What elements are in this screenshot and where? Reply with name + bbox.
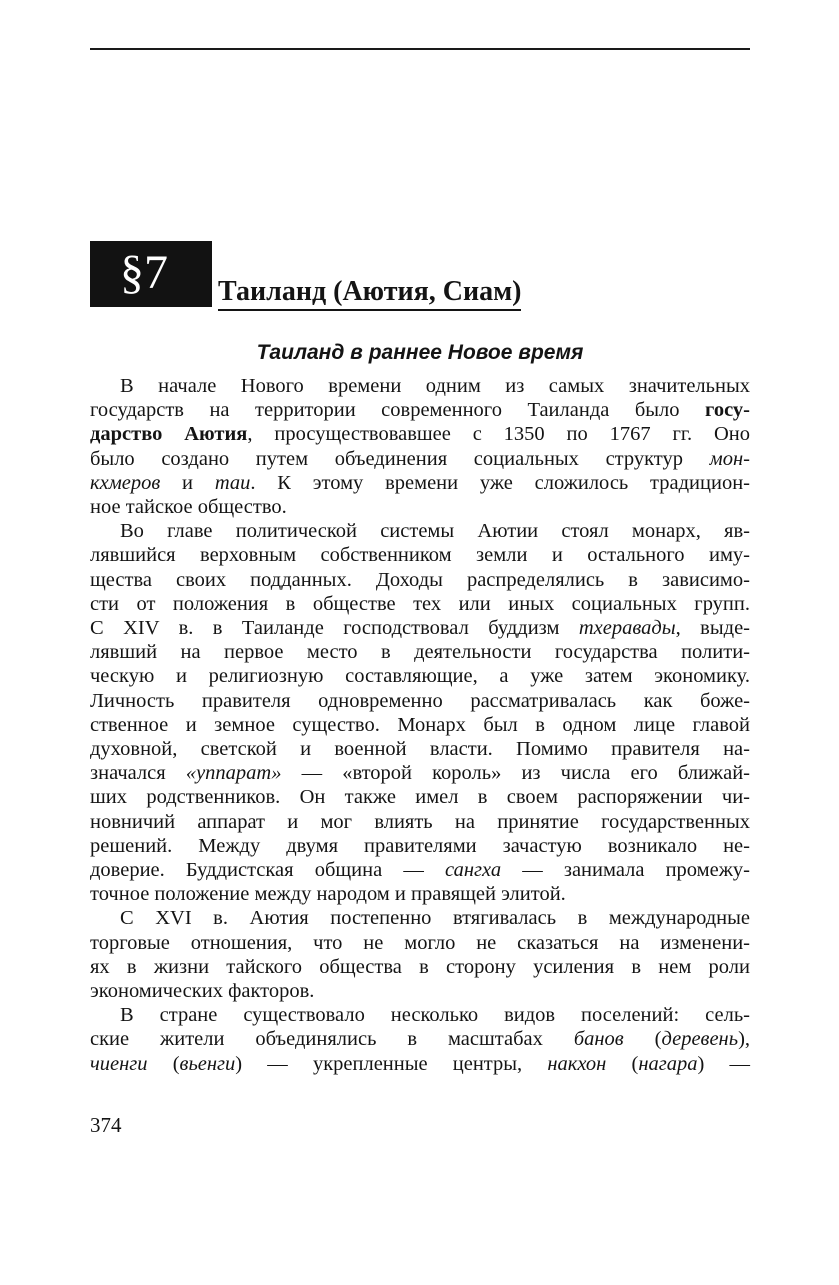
text-line: дарство Аютия, просуществовавшее с 1350 по 1767 гг. Оно: [90, 423, 750, 446]
text-line: В стране существовало несколько видов поселений: сель-: [120, 1004, 750, 1027]
text-line: кхмеров и таи. К этому времени уже сложилось традицион-: [90, 471, 750, 494]
text-line: С XVI в. Аютия постепенно втягивалась в международные: [120, 907, 750, 930]
text-line: сти от положения в обществе тех или иных социальных групп.: [90, 592, 750, 615]
section-number: §7: [120, 246, 168, 299]
text-line: решений. Между двумя правителями зачастую возникало не-: [90, 834, 750, 857]
text-line: духовной, светской и военной власти. Помимо правителя на-: [90, 738, 750, 761]
text-line: ях в жизни тайского общества в сторону усиления в нем роли: [90, 955, 750, 978]
chapter-title: Таиланд (Аютия, Сиам): [218, 276, 521, 311]
text-line: новничий аппарат и мог влиять на принятие государственных: [90, 810, 750, 833]
text-line: Личность правителя одновременно рассматривалась как боже-: [90, 689, 750, 712]
header-rule: [90, 48, 750, 50]
text-line: ное тайское общество.: [90, 496, 287, 519]
text-line: С XIV в. в Таиланде господствовал буддизм тхеравады, выде-: [90, 617, 750, 640]
page-number: 374: [90, 1113, 122, 1137]
text-line: лявшийся верховным собственником земли и остального иму-: [90, 544, 750, 567]
text-line: ственное и земное существо. Монарх был в одном лице главой: [90, 713, 750, 736]
text-line: лявший на первое место в деятельности государства полити-: [90, 641, 750, 664]
text-line: щества своих подданных. Доходы распределялись в зависимо-: [90, 568, 750, 591]
text-line: торговые отношения, что не могло не сказаться на изменени-: [90, 931, 750, 954]
text-line: ческую и религиозную составляющие, а уже затем экономику.: [90, 665, 750, 688]
text-line: государств на территории современного Таиланда было госу-: [90, 399, 750, 422]
text-line: точное положение между народом и правящей элитой.: [90, 883, 566, 906]
section-number-badge: [90, 241, 212, 307]
text-line: ские жители объединялись в масштабах банов (деревень),: [90, 1028, 751, 1051]
text-line: значался «уппарат» — «второй король» из числа его ближай-: [90, 762, 750, 785]
text-line: чиенги (вьенги) — укрепленные центры, накхон (нагара) —: [90, 1052, 751, 1075]
text-line: ших родственников. Он также имел в своем распоряжении чи-: [90, 786, 750, 809]
body-text: [90, 374, 750, 1076]
text-line: Во главе политической системы Аютии стоял монарх, яв-: [120, 520, 750, 543]
text-line: доверие. Буддистская община — сангха — занимала промежу-: [90, 859, 750, 882]
text-line: было создано путем объединения социальных структур мон-: [90, 447, 750, 470]
text-line: В начале Нового времени одним из самых значительных: [120, 375, 750, 397]
text-line: экономических факторов.: [90, 980, 315, 1003]
subtitle: Таиланд в раннее Новое время: [256, 341, 584, 364]
